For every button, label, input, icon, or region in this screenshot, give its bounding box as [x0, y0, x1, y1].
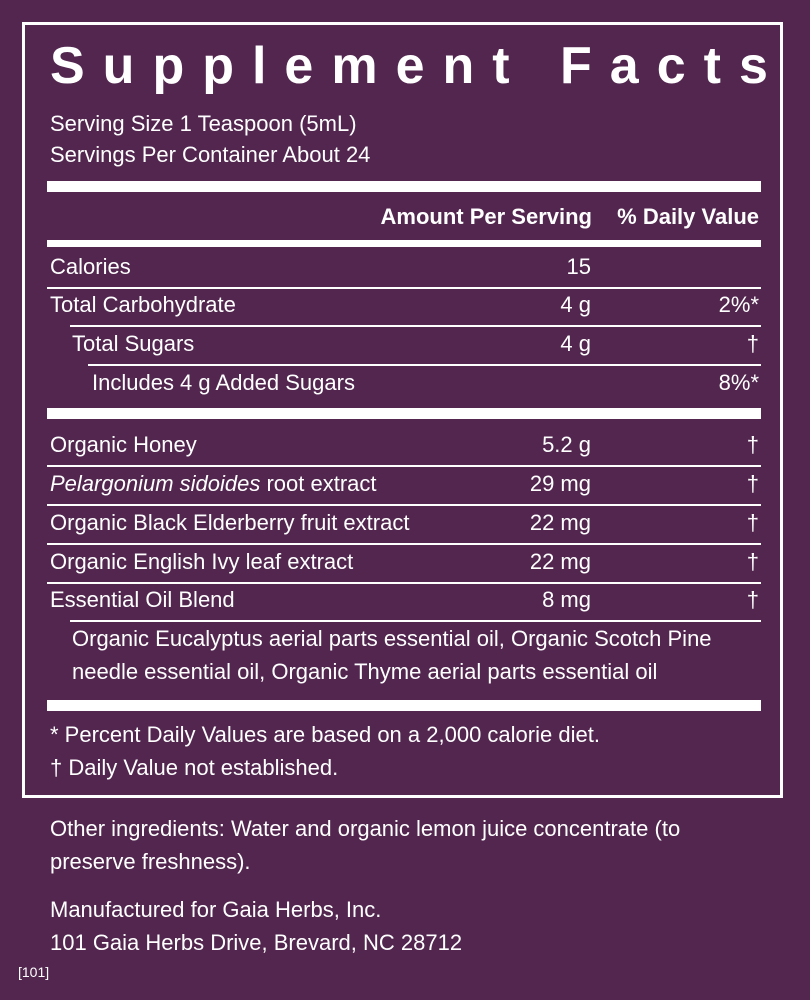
nutrient-name: Total Sugars	[72, 331, 195, 356]
serving-size: Serving Size 1 Teaspoon (5mL)	[50, 111, 357, 136]
nutrient-amount: 15	[566, 254, 591, 279]
ingredient-dv: †	[746, 587, 759, 612]
nutrient-name: Total Carbohydrate	[50, 292, 236, 317]
panel-title: Supplement Facts	[50, 37, 786, 95]
ingredient-name-italic: Pelargonium sidoides	[50, 471, 261, 496]
manufacturer-info	[50, 893, 462, 959]
serving-info	[50, 108, 370, 170]
footnotes	[50, 718, 600, 784]
ingredient-amount: 22 mg	[529, 549, 591, 574]
ingredient-row-pelargonium	[0, 465, 810, 503]
ingredient-row-oil-blend	[0, 581, 810, 619]
ingredient-name: Organic English Ivy leaf extract	[50, 549, 354, 574]
ingredient-amount: 8 mg	[542, 587, 591, 612]
ingredient-dv: †	[746, 549, 759, 574]
ingredient-amount: 29 mg	[529, 471, 591, 496]
ingredient-row-honey	[0, 426, 810, 464]
ingredient-name: Organic Honey	[50, 432, 197, 457]
oil-blend-description: Organic Eucalyptus aerial parts essential oil, Organic Scotch Pine needle essential oil, Organic Thyme aerial parts essential oil	[72, 626, 712, 684]
nutrient-name: Calories	[50, 254, 131, 279]
ingredient-name	[50, 465, 377, 503]
daily-value-header: % Daily Value	[617, 204, 759, 229]
footnote-percent-dv: * Percent Daily Values are based on a 2,000 calorie diet.	[50, 722, 600, 747]
nutrient-amount: 4 g	[560, 292, 591, 317]
other-ingredients: Other ingredients: Water and organic lemon juice concentrate (to preserve freshness).	[50, 816, 681, 874]
ingredient-row-elderberry	[0, 504, 810, 542]
thick-divider-top	[47, 181, 761, 192]
nutrient-row-carbohydrate	[0, 286, 810, 324]
manufacturer-line1: Manufactured for Gaia Herbs, Inc.	[50, 897, 382, 922]
ingredient-dv: †	[746, 510, 759, 535]
nutrient-dv: 2%*	[718, 292, 759, 317]
thick-divider-bottom	[47, 700, 761, 711]
nutrient-row-sugars	[0, 325, 810, 363]
nutrient-dv: 8%*	[718, 370, 759, 395]
servings-per-container: Servings Per Container About 24	[50, 142, 371, 167]
ingredient-row-english-ivy	[0, 543, 810, 581]
ingredient-name: Essential Oil Blend	[50, 587, 235, 612]
nutrient-row-calories	[0, 248, 810, 286]
ingredient-dv: †	[746, 471, 759, 496]
nutrient-dv: †	[746, 331, 759, 356]
amount-per-serving-header: Amount Per Serving	[380, 204, 592, 229]
nutrient-name: Includes 4 g Added Sugars	[92, 370, 355, 395]
thick-divider-middle	[47, 408, 761, 419]
ingredient-amount: 5.2 g	[542, 432, 591, 457]
ingredient-dv: †	[746, 432, 759, 457]
medium-divider-header	[47, 240, 761, 247]
label-code: [101]	[18, 964, 50, 980]
footnote-dagger: † Daily Value not established.	[50, 755, 339, 780]
ingredient-name: Organic Black Elderberry fruit extract	[50, 510, 410, 535]
nutrient-row-added-sugars	[0, 364, 810, 402]
nutrient-amount: 4 g	[560, 331, 591, 356]
manufacturer-line2: 101 Gaia Herbs Drive, Brevard, NC 28712	[50, 930, 463, 955]
ingredient-amount: 22 mg	[529, 510, 591, 535]
ingredient-name-rest: root extract	[260, 471, 377, 496]
